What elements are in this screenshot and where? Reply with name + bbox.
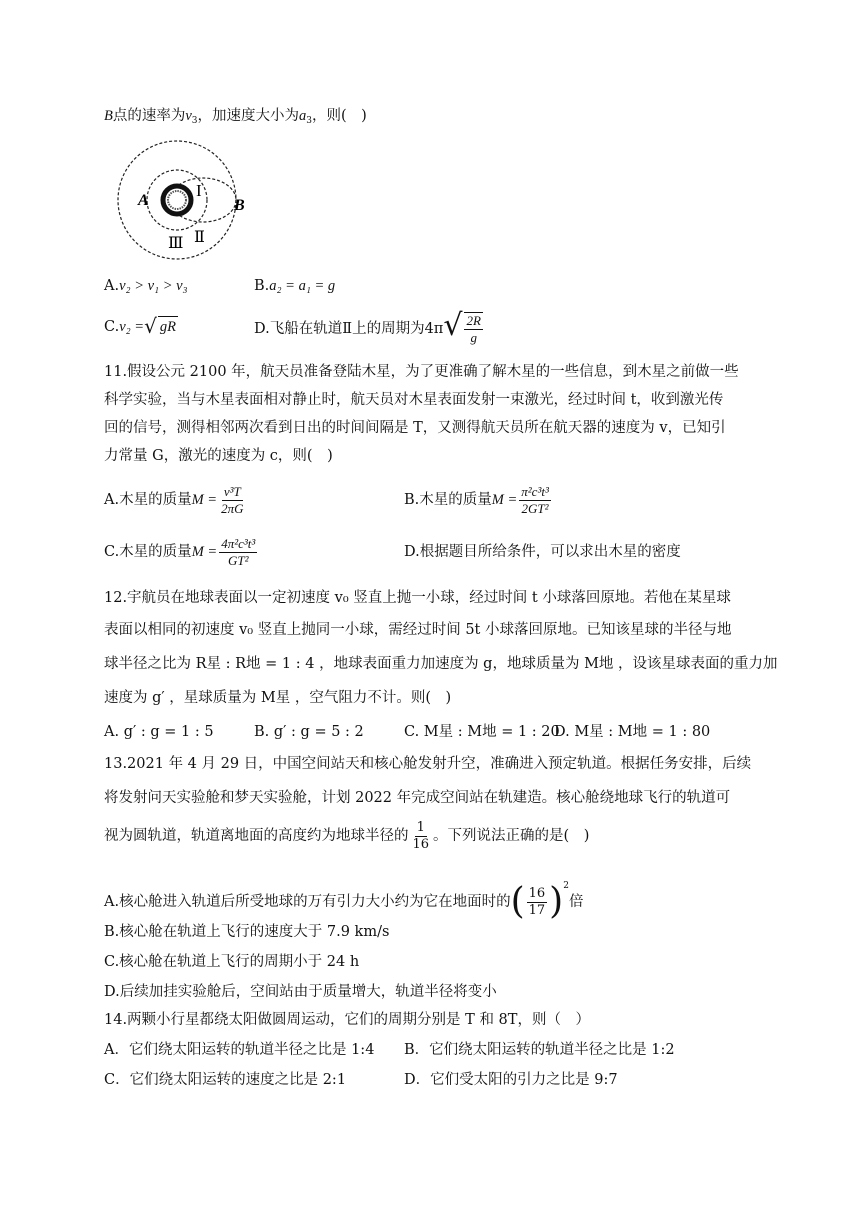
- q10-option-d: D.飞船在轨道Ⅱ上的周期为4π√ $\frac{2R}{g}$: [254, 308, 481, 345]
- q12-option-d: D. M星 : M地 = 1 : 80: [554, 724, 711, 740]
- q12-line2: 表面以相同的初速度 v₀ 竖直上抛同一小球，需经过时间 5t 小球落回原地。已知该星球的半径与地: [104, 622, 732, 638]
- label-III: Ⅲ: [168, 233, 184, 252]
- q13-option-c: C.核心舱在轨道上飞行的周期小于 24 h: [104, 954, 360, 970]
- q10-option-c: C.v₂ =√ gR: [104, 314, 176, 338]
- q11-option-a: A.木星的质量M = $\frac{\text{v³T}}{2\pi G}$: [104, 483, 244, 516]
- label-A: A: [138, 192, 149, 209]
- q14-option-b: B．它们绕太阳运转的轨道半径之比是 1:2: [404, 1042, 675, 1058]
- orbit-diagram: [110, 138, 260, 262]
- q12-option-b: B. g′ : g = 5 : 2: [254, 724, 364, 740]
- q10-option-a: A.v₂ > v₁ > v₃: [104, 278, 188, 294]
- q11-line1: 11.假设公元 2100 年，航天员准备登陆木星，为了更准确了解木星的一些信息，到木星之前做一些: [104, 364, 739, 380]
- label-II: Ⅱ: [194, 227, 205, 246]
- q12-option-a: A. g′ : g = 1 : 5: [104, 724, 214, 740]
- q13-line3: 视为圆轨道，轨道离地面的高度约为地球半径的 $\frac{1}{16}$ 。下列说法正确的是( ): [104, 819, 590, 852]
- q10-option-b: B.a₂ = a₁ = g: [254, 278, 336, 294]
- q13-line1: 13.2021 年 4 月 29 日，中国空间站天和核心舱发射升空，准确进入预定轨道。根据任务安排，后续: [104, 756, 752, 772]
- q14-option-d: D．它们受太阳的引力之比是 9:7: [404, 1072, 618, 1088]
- q12-option-c: C. M星 : M地 = 1 : 20: [404, 724, 560, 740]
- q11-line3: 回的信号，测得相邻两次看到日出的时间间隔是 T，又测得航天员所在航天器的速度为 v，已知引: [104, 420, 726, 436]
- q14-option-c: C．它们绕太阳运转的速度之比是 2:1: [104, 1072, 347, 1088]
- q14-option-a: A．它们绕太阳运转的轨道半径之比是 1:4: [104, 1042, 375, 1058]
- q14-line1: 14.两颗小行星都绕太阳做圆周运动，它们的周期分别是 T 和 8T，则（ ）: [104, 1012, 590, 1028]
- q11-option-d: D.根据题目所给条件，可以求出木星的密度: [404, 544, 681, 560]
- sqrt-sign: √: [443, 308, 463, 343]
- q13-option-d: D.后续加挂实验舱后，空间站由于质量增大，轨道半径将变小: [104, 984, 497, 1000]
- q11-line4: 力常量 G，激光的速度为 c，则( ): [104, 448, 333, 464]
- q13-option-b: B.核心舱在轨道上飞行的速度大于 7.9 km/s: [104, 924, 390, 940]
- q12-line1: 12.宇航员在地球表面以一定初速度 v₀ 竖直上抛一小球，经过时间 t 小球落回原地。若他在某星球: [104, 590, 731, 606]
- q11-line2: 科学实验，当与木星表面相对静止时，航天员对木星表面发射一束激光，经过时间 t，收到激光传: [104, 392, 724, 408]
- label-B: B: [234, 197, 245, 214]
- q10-intro: B点的速率为$v_3$，加速度大小为$a_3$，则( ): [104, 108, 367, 126]
- q11-option-b: B.木星的质量M = $\frac{\text{π²c³t³}}{\text{2GT²}}$: [404, 483, 549, 516]
- q13-option-a: A.核心舱进入轨道后所受地球的万有引力大小约为它在地面时的( $\frac{16}{17}$ )$^2$倍: [104, 881, 584, 922]
- q12-line3: 球半径之比为 R星 : R地 = 1 : 4 ，地球表面重力加速度为 g，地球质量为 M地 ，设该星球表面的重力加: [104, 656, 778, 672]
- q12-line4: 速度为 g′ ，星球质量为 M星 ，空气阻力不计。则( ): [104, 690, 452, 706]
- q13-line2: 将发射问天实验舱和梦天实验舱，计划 2022 年完成空间站在轨建造。核心舱绕地球飞行的轨道可: [104, 790, 731, 806]
- label-I: I: [196, 181, 202, 200]
- sqrt-sign: √: [144, 314, 157, 338]
- q11-option-c: C.木星的质量M = $\frac{\text{4π²c³t³}}{\text{GT²}}$: [104, 535, 256, 568]
